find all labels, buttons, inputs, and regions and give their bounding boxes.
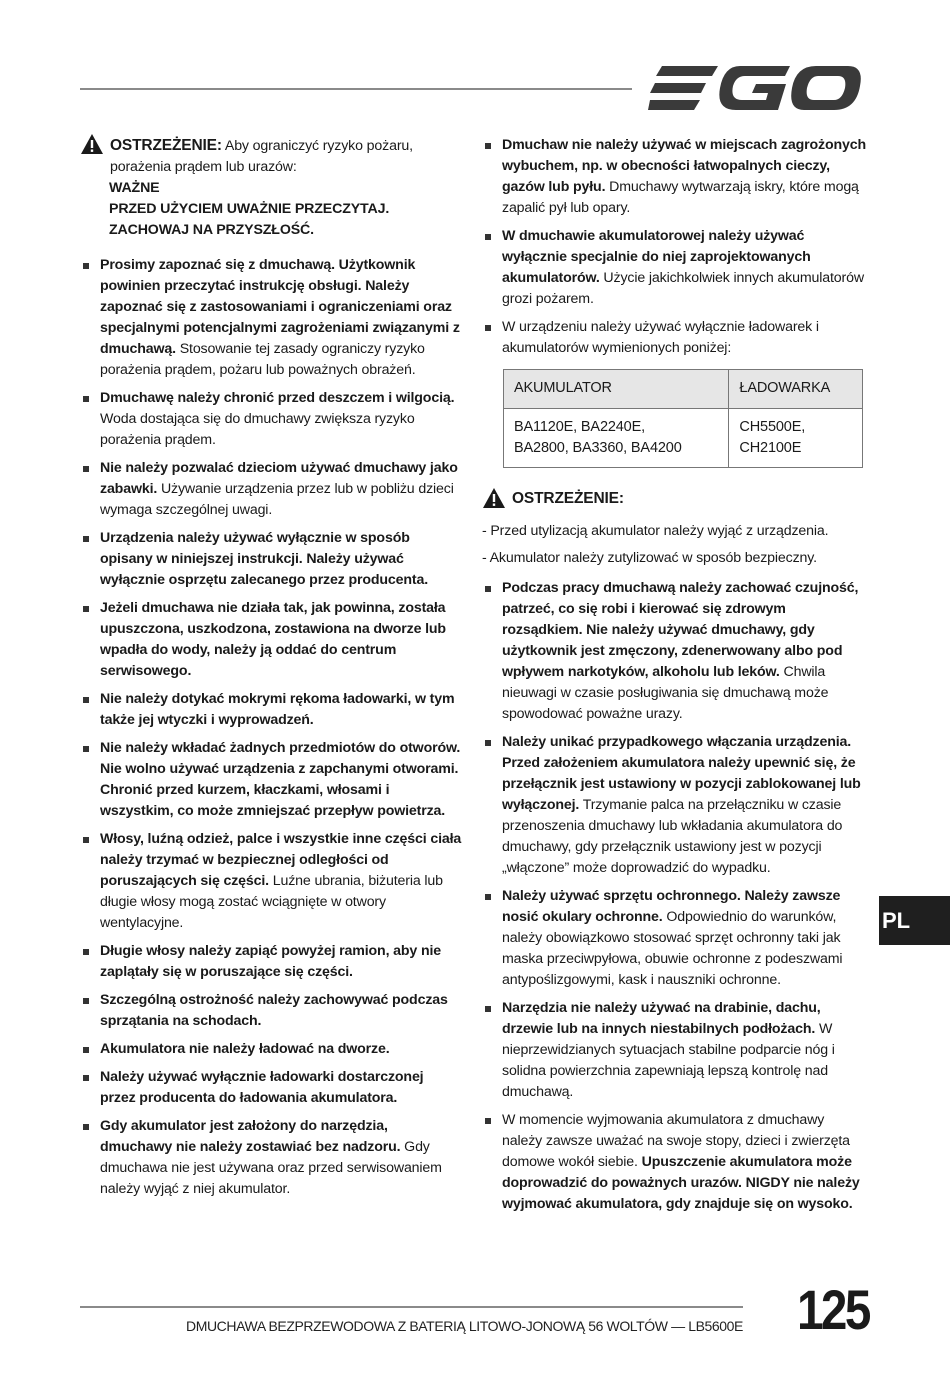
list-item: Należy unikać przypadkowego włączania urządzenia. Przed założeniem akumulatora należy upewnić się, że przełącznik jest ustawiony w pozycji zablokowanej lub wyłączonej. Trzymanie palca na przełączniku w czasie przenoszenia dmuchawy lub wkładania akumulatora do dmuchawy, gdy przełącznik ustawiony jest w pozycji „włączone” może doprowadzić do wypadku. xyxy=(482,732,866,879)
list-item: Akumulatora nie należy ładować na dworze. xyxy=(80,1039,462,1060)
list-item: W urządzeniu należy używać wyłącznie ładowarek i akumulatorów wymienionych poniżej: xyxy=(482,317,866,359)
warning-triangle-icon xyxy=(80,133,104,155)
warning-line-read: PRZED UŻYCIEM UWAŻNIE PRZECZYTAJ. xyxy=(109,201,390,217)
list-item: Nie należy pozwalać dzieciom używać dmuchawy jako zabawki. Używanie urządzenia przez lub w pobliżu dzieci wymaga szczególnej uwagi. xyxy=(80,458,462,521)
list-item: Urządzenia należy używać wyłącznie w sposób opisany w niniejszej instrukcji. Należy używać wyłącznie osprzętu zalecanego przez producenta. xyxy=(80,528,462,591)
right-safety-list-bottom xyxy=(482,578,866,1215)
warning-block xyxy=(80,135,462,241)
list-item: Nie należy dotykać mokrymi rękoma ładowarki, w tym także jej wtyczki i wyprowadzeń. xyxy=(80,689,462,731)
warning-line-important: WAŻNE xyxy=(109,180,160,196)
language-tab-pl: PL xyxy=(879,896,950,945)
list-item: Nie należy wkładać żadnych przedmiotów do otworów. Nie wolno używać urządzenia z zapchanymi otworami. Chronić przed kurzem, kłaczkami, włosami i wszystkim, co może zmniejszać przepływ powietrza. xyxy=(80,738,462,822)
table-header-battery: AKUMULATOR xyxy=(504,370,729,409)
list-item: Długie włosy należy zapiąć powyżej ramion, aby nie zaplątały się w poruszające się części. xyxy=(80,941,462,983)
right-column xyxy=(482,135,866,1222)
disposal-note-1: - Przed utylizacją akumulator należy wyjąć z urządzenia. xyxy=(482,523,829,539)
warning-block-2 xyxy=(482,488,866,509)
footer-title: DMUCHAWA BEZPRZEWODOWA Z BATERIĄ LITOWO-JONOWĄ 56 WOLTÓW — LB5600E xyxy=(186,1318,743,1334)
warning-title-2: OSTRZEŻENIE: xyxy=(512,490,624,507)
warning-line-keep: ZACHOWAJ NA PRZYSZŁOŚĆ. xyxy=(109,222,314,238)
warning-lead: Aby ograniczyć ryzyko pożaru, porażenia prądem lub urazów: xyxy=(110,138,413,175)
list-item: Narzędzia nie należy używać na drabinie, dachu, drzewie lub na innych niestabilnych podłożach. W nieprzewidzianych sytuacjach stabilne podparcie nóg i solidna powierzchnia zapewniają lepszą kontrolę nad dmuchawą. xyxy=(482,998,866,1103)
ego-logo xyxy=(648,62,862,114)
footer-rule xyxy=(80,1306,743,1308)
list-item: W momencie wyjmowania akumulatora z dmuchawy należy zawsze uważać na swoje stopy, dzieci i zwierzęta domowe wokół siebie. Upuszczenie akumulatora może doprowadzić do poważnych urazów. NIGDY nie należy wyjmować akumulatora, gdy znajduje się on wysoko. xyxy=(482,1110,866,1215)
page-number: 125 xyxy=(797,1278,869,1341)
left-column xyxy=(80,135,462,1207)
list-item: Należy używać sprzętu ochronnego. Należy zawsze nosić okulary ochronne. Odpowiednio do warunków, należy obowiązkowo stosować sprzęt ochronny taki jak maska przeciwpyłowa, obuwie ochronne z podeszwami antypoślizgowymi, kask i nauszniki ochronne. xyxy=(482,886,866,991)
left-safety-list xyxy=(80,255,462,1200)
table-header-charger: ŁADOWARKA xyxy=(729,370,863,409)
table-cell-chargers: CH5500E, CH2100E xyxy=(729,409,863,468)
list-item: Dmuchawę należy chronić przed deszczem i wilgocią. Woda dostająca się do dmuchawy zwiększa ryzyko porażenia prądem. xyxy=(80,388,462,451)
warning-title: OSTRZEŻENIE: xyxy=(110,137,222,154)
list-item: Gdy akumulator jest założony do narzędzia, dmuchawy nie należy zostawiać bez nadzoru. Gdy dmuchawa nie jest używana oraz przed serwisowaniem należy wyjąć z niej akumulator. xyxy=(80,1116,462,1200)
disposal-note-2: - Akumulator należy zutylizować w sposób bezpieczny. xyxy=(482,550,817,566)
list-item: Szczególną ostrożność należy zachowywać podczas sprzątania na schodach. xyxy=(80,990,462,1032)
list-item: Jeżeli dmuchawa nie działa tak, jak powinna, została upuszczona, uszkodzona, zostawiona na dworze lub wpadła do wody, należy ją oddać do centrum serwisowego. xyxy=(80,598,462,682)
warning-triangle-icon xyxy=(482,487,506,509)
battery-charger-table xyxy=(503,369,863,468)
table-row xyxy=(504,409,863,468)
list-item: Dmuchaw nie należy używać w miejscach zagrożonych wybuchem, np. w obecności łatwopalnych cieczy, gazów lub pyłu. Dmuchawy wytwarzają iskry, które mogą zapalić pył lub opary. xyxy=(482,135,866,219)
list-item: W dmuchawie akumulatorowej należy używać wyłącznie specjalnie do niej zaprojektowanych akumulatorów. Użycie jakichkolwiek innych akumulatorów grozi pożarem. xyxy=(482,226,866,310)
header-rule xyxy=(80,88,632,90)
right-safety-list-top xyxy=(482,135,866,359)
list-item: Włosy, luźną odzież, palce i wszystkie inne części ciała należy trzymać w bezpiecznej odległości od poruszających się części. Luźne ubrania, biżuteria lub długie włosy mogą zostać wciągnięte w otwory wentylacyjne. xyxy=(80,829,462,934)
list-item: Prosimy zapoznać się z dmuchawą. Użytkownik powinien przeczytać instrukcję obsługi. Należy zapoznać się z zastosowaniami i ograniczeniami oraz specjalnymi potencjalnymi zagrożeniami związanymi z dmuchawą. Stosowanie tej zasady ograniczy ryzyko porażenia prądem, pożaru lub poważnych obrażeń. xyxy=(80,255,462,381)
list-item: Podczas pracy dmuchawą należy zachować czujność, patrzeć, co się robi i kierować się zdrowym rozsądkiem. Nie należy używać dmuchawy, gdy użytkownik jest zmęczony, zdenerwowany albo pod wpływem narkotyków, alkoholu lub leków. Chwila nieuwagi w czasie posługiwania się dmuchawą może spowodować poważne urazy. xyxy=(482,578,866,725)
list-item: Należy używać wyłącznie ładowarki dostarczonej przez producenta do ładowania akumulatora. xyxy=(80,1067,462,1109)
table-cell-batteries: BA1120E, BA2240E, BA2800, BA3360, BA4200 xyxy=(504,409,729,468)
